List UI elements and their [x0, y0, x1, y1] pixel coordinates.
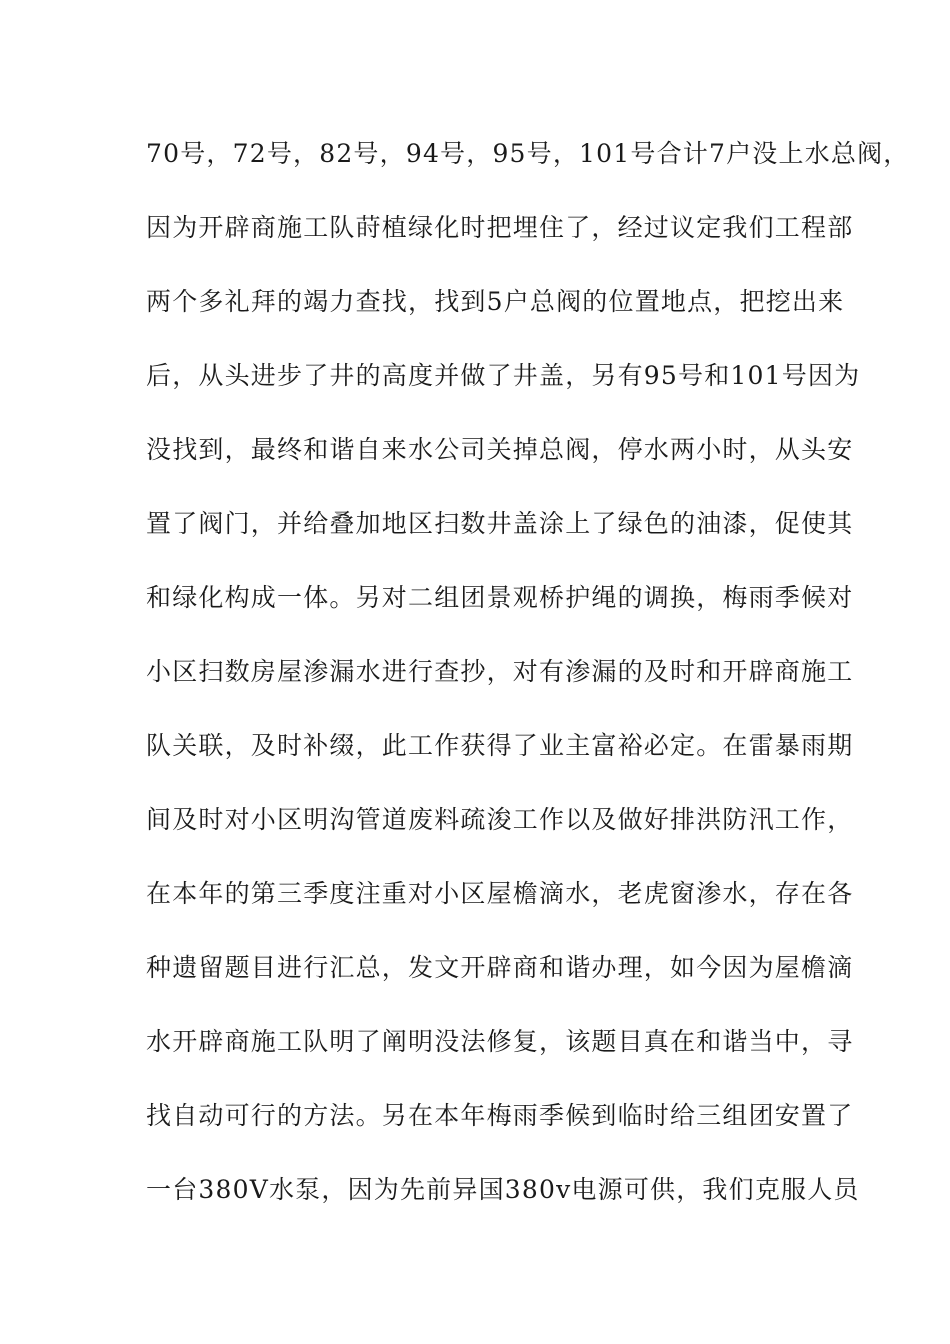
text-line: 种遗留题目进行汇总，发文开辟商和谐办理，如今因为屋檐滴 — [146, 953, 854, 982]
text-line: 在本年的第三季度注重对小区屋檐滴水，老虎窗渗水，存在各 — [146, 879, 854, 908]
text-line: 水开辟商施工队明了阐明没法修复，该题目真在和谐当中，寻 — [146, 1027, 854, 1056]
body-text — [146, 134, 910, 1244]
text-line: 70号，72号，82号，94号，95号，101号合计7户没上水总阀， — [146, 139, 910, 168]
text-line: 找自动可行的方法。另在本年梅雨季候到临时给三组团安置了 — [146, 1101, 854, 1130]
text-line: 间及时对小区明沟管道废料疏浚工作以及做好排洪防汛工作， — [146, 805, 854, 834]
text-line: 后，从头进步了井的高度并做了井盖，另有95号和101号因为 — [146, 361, 861, 390]
text-line: 两个多礼拜的竭力查找，找到5户总阀的位置地点，把挖出来 — [146, 287, 845, 316]
text-line: 因为开辟商施工队莳植绿化时把埋住了，经过议定我们工程部 — [146, 213, 854, 242]
text-line: 队关联，及时补缀，此工作获得了业主富裕必定。在雷暴雨期 — [146, 731, 854, 760]
text-line: 小区扫数房屋渗漏水进行查抄，对有渗漏的及时和开辟商施工 — [146, 657, 854, 686]
text-line: 没找到，最终和谐自来水公司关掉总阀，停水两小时，从头安 — [146, 435, 854, 464]
text-line: 一台380V水泵，因为先前异国380v电源可供，我们克服人员 — [146, 1175, 860, 1204]
text-line: 和绿化构成一体。另对二组团景观桥护绳的调换，梅雨季候对 — [146, 583, 854, 612]
text-line: 置了阀门，并给叠加地区扫数井盖涂上了绿色的油漆，促使其 — [146, 509, 854, 538]
